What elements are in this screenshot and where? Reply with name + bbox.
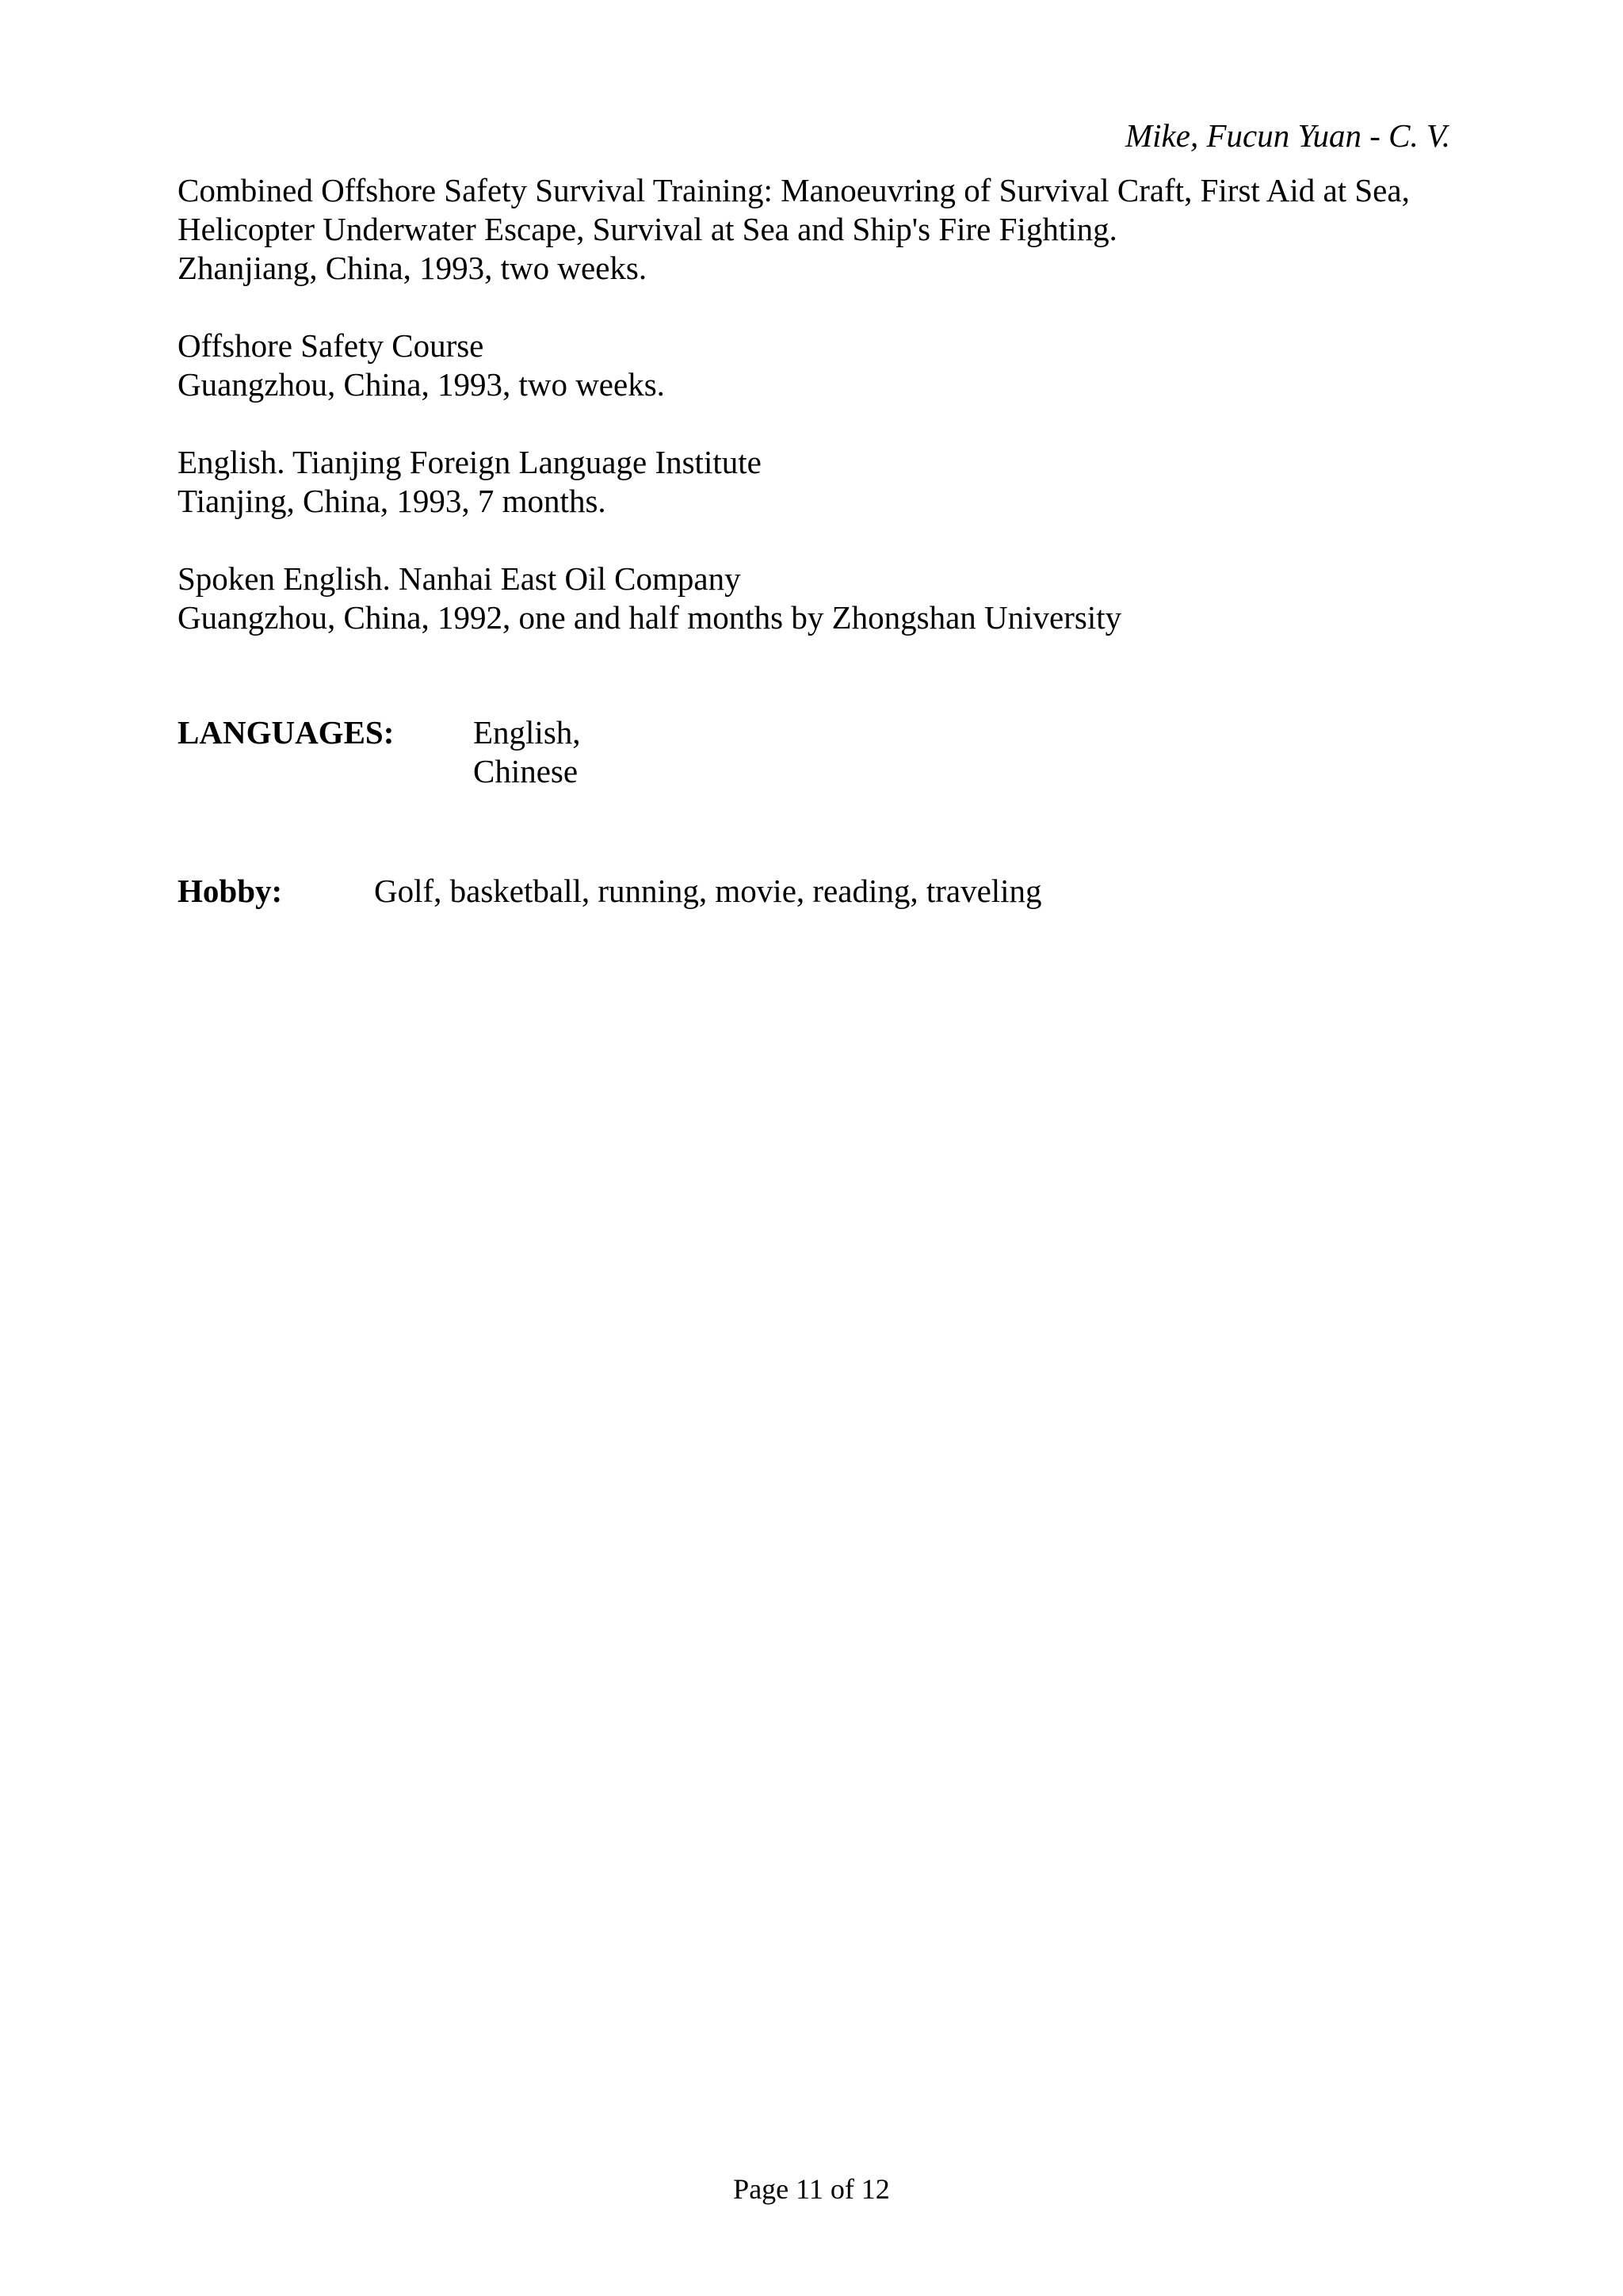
- training-entry-line: English. Tianjing Foreign Language Institute: [178, 444, 762, 480]
- training-entry: [178, 171, 1453, 288]
- training-entry-line: Guangzhou, China, 1992, one and half months by Zhongshan University: [178, 599, 1122, 636]
- languages-label: LANGUAGES:: [178, 714, 395, 751]
- training-entry-line: Zhanjiang, China, 1993, two weeks.: [178, 250, 647, 286]
- running-header: Mike, Fucun Yuan - C. V.: [1125, 117, 1450, 154]
- training-entry-line: Combined Offshore Safety Survival Training: Manoeuvring of Survival Craft, First Aid at Sea,: [178, 172, 1410, 208]
- training-entry-line: Guangzhou, China, 1993, two weeks.: [178, 366, 665, 403]
- training-entry-line: Helicopter Underwater Escape, Survival at Sea and Ship's Fire Fighting.: [178, 211, 1117, 247]
- hobby-value: Golf, basketball, running, movie, reading, traveling: [374, 873, 1042, 909]
- language-item: Chinese: [473, 753, 579, 789]
- training-entry-line: Spoken English. Nanhai East Oil Company: [178, 560, 741, 597]
- page-number: Page 11 of 12: [733, 2173, 890, 2205]
- training-entry: [178, 327, 1453, 404]
- hobby-label: Hobby:: [178, 873, 283, 909]
- language-item: English,: [473, 714, 581, 751]
- languages-list: [473, 713, 581, 791]
- training-list: [178, 171, 1453, 676]
- training-entry-line: Tianjing, China, 1993, 7 months.: [178, 483, 606, 519]
- training-entry-line: Offshore Safety Course: [178, 327, 484, 364]
- training-entry: [178, 443, 1453, 521]
- training-entry: [178, 560, 1453, 637]
